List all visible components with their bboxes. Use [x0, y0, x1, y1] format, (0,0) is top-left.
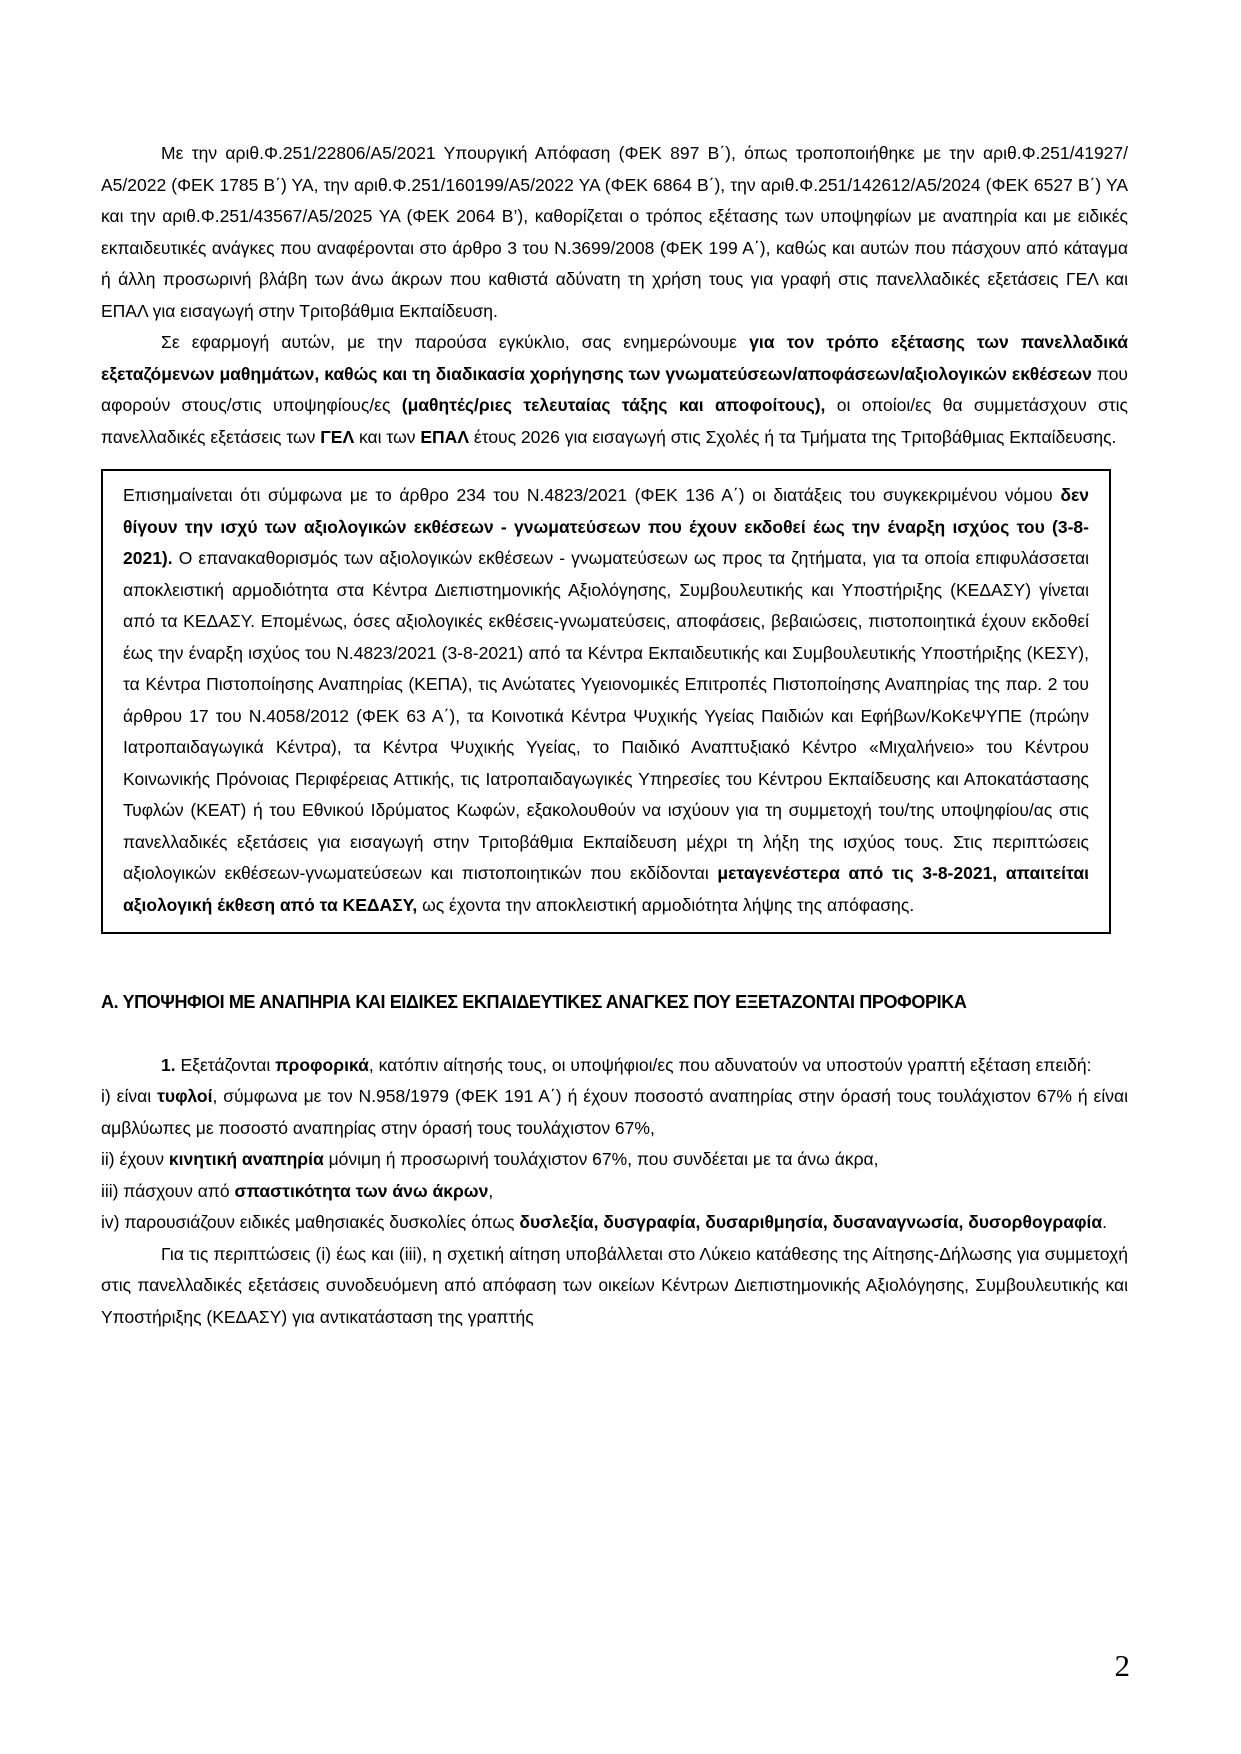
oral-exam-paragraph — [101, 1050, 1128, 1082]
oral-exam-paragraph-bold-run: προφορικά — [275, 1054, 369, 1075]
oral-exam-paragraph-run: Εξετάζονται — [175, 1054, 276, 1075]
case-ii-bold-run: κινητική αναπηρία — [168, 1149, 324, 1169]
scope-paragraph — [101, 327, 1128, 453]
case-iii-bold-run: σπαστικότητα των άνω άκρων — [234, 1180, 489, 1201]
case-ii-run: μόνιμη ή προσωρινή τουλάχιστον 67%, που συνδέεται με τα άνω άκρα, — [323, 1149, 879, 1169]
case-i-bold-run: τυφλοί — [157, 1086, 213, 1106]
scope-paragraph-run: οι οποίοι/ες θα συμμετάσχουν στις πανελλαδικές εξετάσεις των — [101, 395, 1128, 447]
application-paragraph — [101, 1239, 1128, 1334]
note-box-run: Ο επανακαθορισμός των αξιολογικών εκθέσεων - γνωματεύσεων ως προς τα ζητήματα, για τα οποία επιφυλάσσεται αποκλειστική αρμοδιότητα στα Κέντρα Διεπιστημονικής Αξιολόγησης, Συμβουλευτικής και Υποστήριξης (ΚΕΔΑΣΥ) γίνεται από τα ΚΕΔΑΣΥ. Επομένως, όσες αξιολογικές εκθέσεις-γνωματεύσεις, αποφάσεις, βεβαιώσεις, πιστοποιητικά έχουν εκδοθεί έως την έναρξη ισχύος του Ν.4823/2021 (3-8-2021) από τα Κέντρα Εκπαιδευτικής και Συμβουλευτικής Υποστήριξης (ΚΕΣΥ), τα Κέντρα Πιστοποίησης Αναπηρίας (ΚΕΠΑ), τις Ανώτατες Υγειονομικές Επιτροπές Πιστοποίησης Αναπηρίας της παρ. 2 του άρθρου 17 του Ν.4058/2012 (ΦΕΚ 63 Α΄), τα Κοινοτικά Κέντρα Ψυχικής Υγείας Παιδιών και Εφήβων/ΚοΚεΨΥΠΕ (πρώην Ιατροπαιδαγωγικά Κέντρα), τα Κέντρα Ψυχικής Υγείας, το Παιδικό Αναπτυξιακό Κέντρο «Μιχαλήνειο» του Κέντρου Κοινωνικής Πρόνοιας Περιφέρειας Αττικής, τις Ιατροπαιδαγωγικές Υπηρεσίες του Κέντρου Εκπαίδευσης και Αποκατάστασης Τυφλών (ΚΕΑΤ) ή του Εθνικού Ιδρύματος Κωφών, εξακολουθούν να ισχύουν για τη συμμετοχή του/της υποψηφίου/ας στις πανελλαδικές εξετάσεις για εισαγωγή στην Τριτοβάθμια Εκπαίδευση μέχρι τη λήξη της ισχύος τους. Στις περιπτώσεις αξιολογικών εκθέσεων-γνωματεύσεων και πιστοποιητικών που εκδίδονται — [123, 548, 1089, 883]
case-iv-run: . — [1102, 1212, 1107, 1232]
oral-exam-paragraph-run: , κατόπιν αίτησής τους, οι υποψήφιοι/ες που αδυνατούν να υποστούν γραπτή εξέταση επειδή: — [368, 1054, 1092, 1075]
case-iv — [101, 1207, 1128, 1239]
scope-paragraph-bold-run: ΕΠΑΛ — [420, 426, 469, 447]
page-number: 2 — [1114, 1648, 1130, 1683]
scope-paragraph-bold-run: (μαθητές/ριες τελευταίας τάξης και αποφοίτους), — [401, 395, 826, 415]
note-box-bold-run: δεν θίγουν την ισχύ των αξιολογικών εκθέσεων - γνωματεύσεων που έχουν εκδοθεί έως την έναρξη ισχύος του (3-8-2021). — [123, 485, 1089, 568]
case-iii-run: , — [488, 1180, 494, 1201]
case-ii-run: ii) έχουν — [101, 1149, 169, 1169]
case-i-run: , σύμφωνα με τον Ν.958/1979 (ΦΕΚ 191 Α΄) ή έχουν ποσοστό αναπηρίας στην όρασή τους τουλάχιστον 67% ή είναι αμβλύωπες με ποσοστό αναπηρίας στην όρασή τους τουλάχιστον 67%, — [101, 1086, 1128, 1138]
intro-paragraph-run: Με την αριθ.Φ.251/22806/Α5/2021 Υπουργική Απόφαση (ΦΕΚ 897 Β΄), όπως τροποποιήθηκε με την αριθ.Φ.251/41927/Α5/2022 (ΦΕΚ 1785 Β΄) ΥΑ, την αριθ.Φ.251/160199/Α5/2022 ΥΑ (ΦΕΚ 6864 Β΄), την αριθ.Φ.251/142612/Α5/2024 (ΦΕΚ 6527 Β΄) ΥΑ και την αριθ.Φ.251/43567/Α5/2025 ΥΑ (ΦΕΚ 2064 Β’), καθορίζεται ο τρόπος εξέτασης των υποψηφίων με αναπηρία και με ειδικές εκπαιδευτικές ανάγκες που αναφέρονται στο άρθρο 3 του Ν.3699/2008 (ΦΕΚ 199 Α΄), καθώς και αυτών που πάσχουν από κάταγμα ή άλλη προσωρινή βλάβη των άνω άκρων που καθιστά αδύνατη τη χρήση τους για γραφή στις πανελλαδικές εξετάσεις ΓΕΛ και ΕΠΑΛ για εισαγωγή στην Τριτοβάθμια Εκπαίδευση. — [101, 143, 1128, 321]
scope-paragraph-run: Σε εφαρμογή αυτών, με την παρούσα εγκύκλιο, σας ενημερώνουμε — [161, 332, 750, 352]
scope-paragraph-bold-run: ΓΕΛ — [320, 426, 355, 447]
oral-exam-paragraph-bold-run: 1. — [161, 1054, 176, 1075]
note-box — [101, 469, 1111, 934]
case-i — [101, 1081, 1128, 1144]
application-paragraph-run: Για τις περιπτώσεις (i) έως και (iii), η σχετική αίτηση υποβάλλεται στο Λύκειο κατάθεσης της Αίτησης-Δήλωσης για συμμετοχή στις πανελλαδικές εξετάσεις συνοδευόμενη από απόφαση των οικείων Κέντρων Διεπιστημονικής Αξιολόγησης, Συμβουλευτικής και Υποστήριξης (ΚΕΔΑΣΥ) για αντικατάσταση της γραπτής — [101, 1243, 1128, 1327]
scope-paragraph-run: έτους 2026 για εισαγωγή στις Σχολές ή τα Τμήματα της Τριτοβάθμιας Εκπαίδευσης. — [469, 426, 1117, 447]
case-ii — [101, 1144, 1128, 1176]
document-body — [101, 138, 1128, 1333]
scope-paragraph-run: που αφορούν στους/στις υποψηφίους/ες — [101, 363, 1128, 415]
section-a-heading — [101, 987, 1128, 1019]
scope-paragraph-bold-run: για τον τρόπο εξέτασης των πανελλαδικά εξεταζόμενων μαθημάτων, καθώς και τη διαδικασία χορήγησης των γνωματεύσεων/αποφάσεων/αξιολογικών εκθέσεων — [101, 332, 1129, 384]
intro-paragraph — [101, 138, 1128, 327]
case-iii — [101, 1176, 1128, 1208]
case-iv-bold-run: δυσλεξία, δυσγραφία, δυσαριθμησία, δυσαναγνωσία, δυσορθογραφία — [519, 1212, 1103, 1232]
scope-paragraph-run: και των — [354, 426, 421, 447]
note-box-bold-run: μεταγενέστερα από τις 3-8-2021, απαιτείται αξιολογική έκθεση από τα ΚΕΔΑΣΥ, — [123, 863, 1089, 915]
case-iii-run: iii) πάσχουν από — [101, 1180, 235, 1201]
note-box-run: Επισημαίνεται ότι σύμφωνα με το άρθρο 234 του Ν.4823/2021 (ΦΕΚ 136 Α΄) οι διατάξεις του συγκεκριμένου νόμου — [123, 485, 1061, 505]
case-iv-run: iv) παρουσιάζουν ειδικές μαθησιακές δυσκολίες όπως — [101, 1212, 520, 1232]
section-a-heading-bold-run: Α. ΥΠΟΨΗΦΙΟΙ ΜΕ ΑΝΑΠΗΡΙΑ ΚΑΙ ΕΙΔΙΚΕΣ ΕΚΠΑΙΔΕΥΤΙΚΕΣ ΑΝΑΓΚΕΣ ΠΟΥ ΕΞΕΤΑΖΟΝΤΑΙ ΠΡΟΦΟΡΙΚΑ — [101, 992, 967, 1012]
note-box-run: ως έχοντα την αποκλειστική αρμοδιότητα λήψης της απόφασης. — [417, 894, 915, 915]
case-i-run: i) είναι — [101, 1086, 158, 1106]
